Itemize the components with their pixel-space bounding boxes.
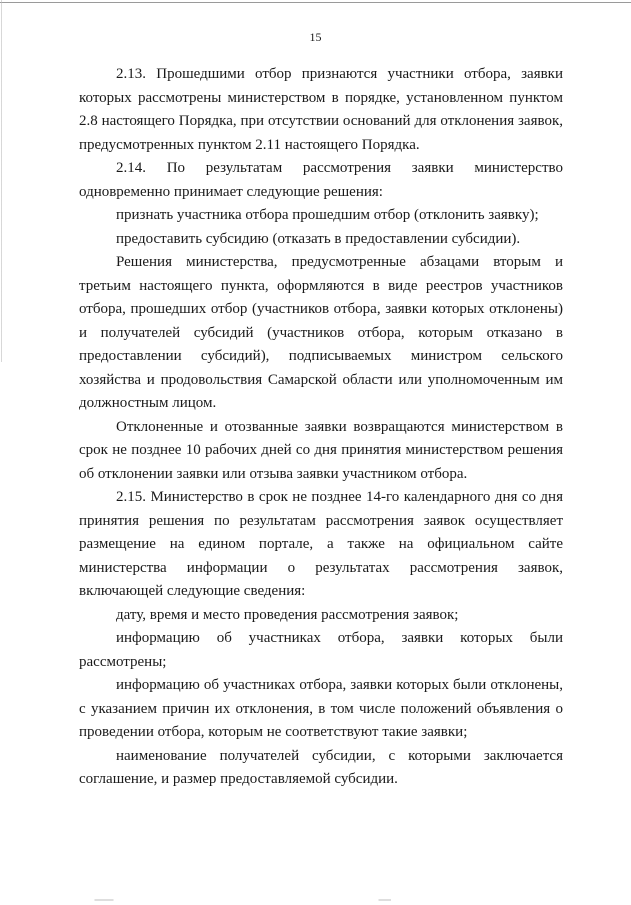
scan-edge-left [1,0,2,905]
page-number: 15 [309,30,322,44]
paragraph-returned-applications: Отклоненные и отозванные заявки возвращаются министерством в срок не позднее 10 рабочих дней со дня принятия министерством решения об отклонении заявки или отзыва заявки участником отбора. [79,418,563,482]
paragraph-2-14: 2.14. По результатам рассмотрения заявки министерство одновременно принимает следующие решения: [79,160,563,200]
paragraph-decision-2: предоставить субсидию (отказать в предоставлении субсидии). [116,230,521,247]
paragraph-info-recipients: наименование получателей субсидии, с которыми заключается соглашение, и размер предоставляемой субсидии. [79,747,563,787]
paragraph-2-15: 2.15. Министерство в срок не позднее 14-го календарного дня со дня принятия решения по результатам рассмотрения заявок осуществляет размещение на едином портале, а также на официальном сайте министерства информации о результатах рассмотрения заявок, включающей следующие сведения: [79,489,563,599]
scan-edge-top [0,2,631,3]
paragraph-2-13: 2.13. Прошедшими отбор признаются участники отбора, заявки которых рассмотрены министерством в порядке, установленном пунктом 2.8 настоящего Порядка, при отсутствии оснований для отклонения заявок, предусмотренных пунктом 2.11 настоящего Порядка. [79,66,563,153]
paragraph-registers: Решения министерства, предусмотренные абзацами вторым и третьим настоящего пункта, оформляются в виде реестров участников отбора, прошедших отбор (участников отбора, заявки которых отклонены) и получателей субсидий (участников отбора, которым отказано в предоставлении субсидий), подписываемых министром сельского хозяйства и продовольствия Самарской области или уполномоченным им должностным лицом. [79,254,563,411]
paragraph-info-date: дату, время и место проведения рассмотрения заявок; [116,606,459,623]
scan-edge-bottom [0,899,631,901]
document-body [79,63,563,792]
paragraph-info-reviewed: информацию об участниках отбора, заявки которых были рассмотрены; [79,630,563,670]
paragraph-decision-1: признать участника отбора прошедшим отбор (отклонить заявку); [116,207,539,223]
paragraph-info-rejected: информацию об участниках отбора, заявки которых были отклонены, с указанием причин их отклонения, в том числе положений объявления о проведении отбора, которым не соответствуют такие заявки; [79,677,563,740]
